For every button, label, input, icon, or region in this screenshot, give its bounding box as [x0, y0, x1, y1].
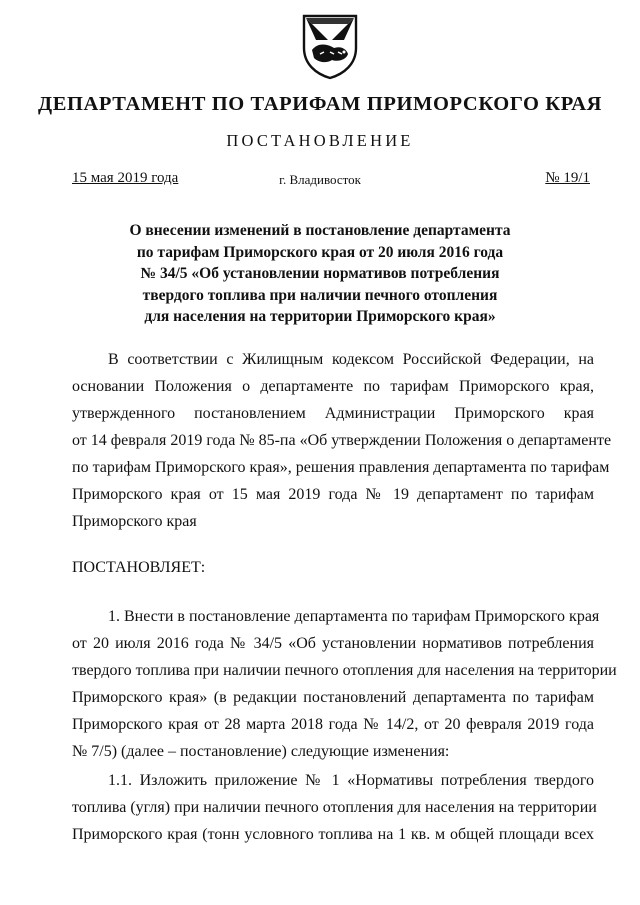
- text-line: 1.1. Изложить приложение № 1 «Нормативы потребления твердого: [108, 772, 594, 789]
- text-line: топлива (угля) при наличии печного отопления для населения на территории: [72, 799, 597, 816]
- text-line: Приморского края от 28 марта 2018 года № 14/2, от 20 февраля 2019 года: [72, 716, 594, 733]
- subject-line: по тарифам Приморского края от 20 июля 2016 года: [136, 243, 504, 261]
- subject-line: твердого топлива при наличии печного отопления: [142, 286, 498, 304]
- preamble-paragraph: [72, 346, 612, 535]
- text-line: утвержденного постановлением Администрации Приморского края: [72, 405, 594, 422]
- decree-word: ПОСТАНОВЛЯЕТ:: [72, 559, 206, 576]
- department-name: ДЕПАРТАМЕНТ ПО ТАРИФАМ ПРИМОРСКОГО КРАЯ: [37, 93, 603, 115]
- text-line: Приморского края» (в редакции постановлений департамента по тарифам: [72, 689, 594, 706]
- item-1-paragraph: [72, 603, 617, 765]
- item-1-1-paragraph: [72, 767, 597, 848]
- document-city: г. Владивосток: [279, 172, 361, 187]
- subject-line: № 34/5 «Об установлении нормативов потребления: [140, 265, 500, 282]
- text-line: 1. Внести в постановление департамента по тарифам Приморского края: [108, 608, 600, 625]
- text-line: основании Положения о департаменте по тарифам Приморского края,: [72, 378, 594, 395]
- subject-line: О внесении изменений в постановление департамента: [129, 222, 511, 239]
- subject-line: для населения на территории Приморского края»: [144, 308, 496, 325]
- coat-of-arms: [298, 10, 362, 80]
- text-line: Приморского края от 15 мая 2019 года № 19 департамент по тарифам: [72, 486, 594, 503]
- primorsky-coat-of-arms-icon: [298, 10, 362, 80]
- document-date: 15 мая 2019 года: [72, 170, 179, 186]
- text-line: от 20 июля 2016 года № 34/5 «Об установлении нормативов потребления: [72, 635, 594, 652]
- document-number: № 19/1: [545, 170, 590, 186]
- text-line: от 14 февраля 2019 года № 85-па «Об утверждении Положения о департаменте: [72, 432, 612, 449]
- text-line: твердого топлива при наличии печного отопления для населения на территории: [72, 662, 617, 679]
- document-type: ПОСТАНОВЛЕНИЕ: [226, 131, 414, 150]
- text-line: Приморского края (тонн условного топлива на 1 кв. м общей площади всех: [72, 826, 594, 843]
- text-line: Приморского края: [72, 513, 197, 530]
- text-line: № 7/5) (далее – постановление) следующие изменения:: [72, 743, 450, 760]
- document-subject: [0, 220, 640, 328]
- text-line: В соответствии с Жилищным кодексом Российской Федерации, на: [108, 351, 594, 368]
- text-line: по тарифам Приморского края», решения правления департамента по тарифам: [72, 459, 610, 476]
